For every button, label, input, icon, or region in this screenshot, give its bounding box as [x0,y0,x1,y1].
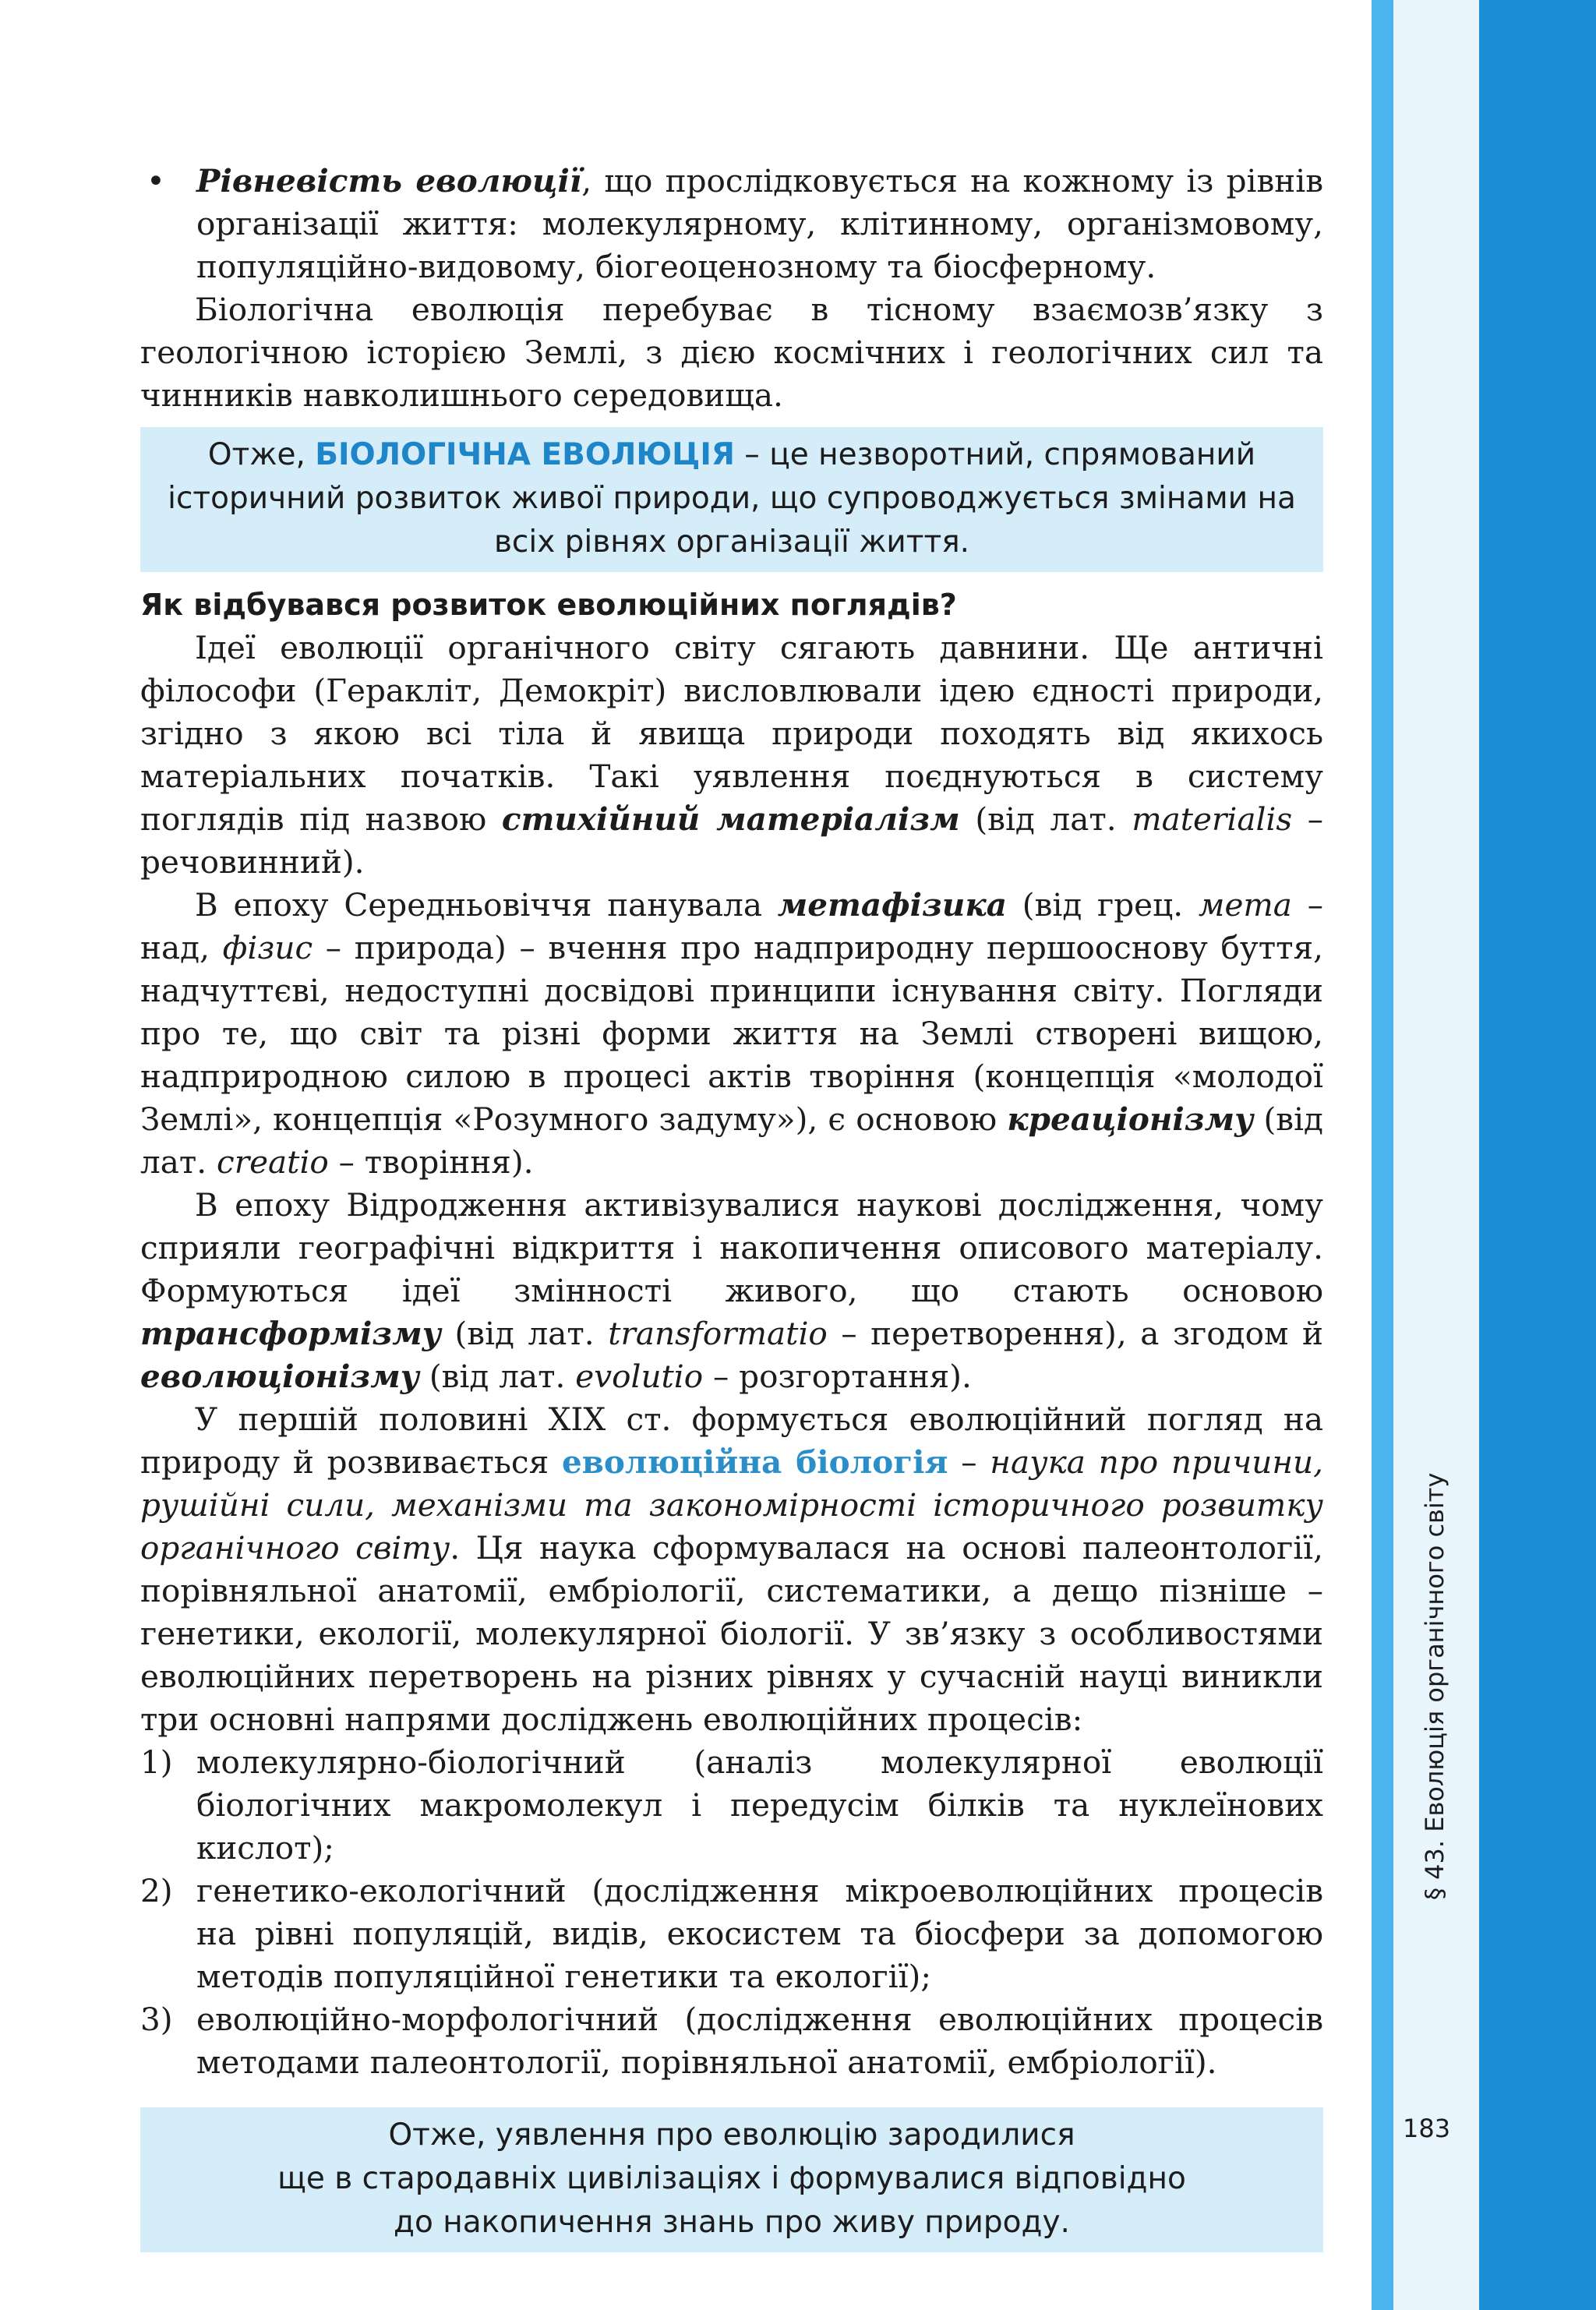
summary-rest: – це незворотний, спрямований історичний розвиток живої природи, що супроводжується змінами на всіх рівнях організації життя. [168,437,1296,560]
list-item-number: 1) [140,1743,173,1781]
bullet-term: Рівневість еволюції [196,162,582,200]
summary-lead: Отже, [207,437,316,472]
para2-text3: – речовинний). [140,800,1324,881]
bullet-item-evolution-levels [140,160,1323,288]
term-spontaneous-materialism: стихійний матеріалізм [501,800,960,838]
para5-text2: – [948,1443,990,1481]
summary2-line3: до накопичення знань про живу природу. [394,2205,1070,2240]
list-item [140,1870,1323,1998]
para3-text5: (від лат. [140,1100,1323,1181]
para4-text1: В епоху Відродження активізувалися наукові дослідження, чому сприяли географічні відкриття і накопичення описового матеріалу. Формуються ідеї змінності живого, що стають основою [140,1186,1323,1309]
para4-text5: – розгортання). [703,1358,972,1395]
para4-text4: (від лат. [419,1358,576,1395]
list-item [140,1741,1323,1870]
para5-text3: . Ця наука сформувалася на основі палеонтології, порівняльної анатомії, ембріології, систематики, а дещо пізніше – генетики, екології, молекулярної біології. У зв’язку з особливостями еволюційних перетворень на різних рівнях у сучасній науці виникли три основні напрями досліджень еволюційних процесів: [140,1529,1324,1738]
bullet-body: , що прослідковується на кожному із рівнів організації життя: молекулярному, клітинному, організмовому, популяційно-видовому, біогеоценозному та біосферному. [196,162,1323,285]
running-head: § 43. Еволюція органічного світу [1420,1472,1449,1900]
para2-text2: (від лат. [959,800,1132,838]
page-content [140,160,1323,2263]
paragraph-antiquity [140,627,1323,884]
bullet-text [196,160,1323,288]
summary-keyword: БІОЛОГІЧНА ЕВОЛЮЦІЯ [315,437,735,472]
para3-text4: – природа) – вчення про надприродну першооснову буття, надчуттєві, недоступні досвідові принципи існування світу. Погляди про те, що світ та різні форми життя на Землі створені вищою, надприродною силою в процесі актів творіння (концепція «молодої Землі», концепція «Розумного задуму»), є основою [140,929,1323,1138]
greek-meta: мета [1198,886,1292,924]
para4-text2: (від лат. [440,1315,609,1352]
para3-text2: (від грец. [1006,886,1199,924]
latin-evolutio: evolutio [575,1358,704,1395]
sidebar-band-light [1372,0,1393,2310]
term-metaphysics: метафізика [777,886,1007,924]
paragraph-renaissance [140,1184,1323,1398]
list-item [140,1998,1323,2084]
section-heading: Як відбувався розвиток еволюційних поглядів? [140,588,957,622]
sidebar-band-dark [1479,0,1596,2310]
list-item-number: 3) [140,2001,173,2038]
latin-transformatio: transformatio [608,1315,828,1352]
para3-text3: – над, [140,886,1324,966]
term-evolutionary-biology: еволюційна біологія [561,1443,948,1481]
latin-materialis: materialis [1132,800,1293,838]
definition-evolutionary-biology: наука про причини, рушійні сили, механізми та закономірності історичного розвитку органічного світу [140,1443,1323,1566]
term-creationism: креаціонізму [1007,1100,1254,1138]
summary-box-definition [140,427,1323,572]
para4-text3: – перетворення), а згодом й [827,1315,1323,1352]
page-number: 183 [1403,2114,1451,2143]
greek-physis: фізис [222,929,313,966]
para5-text1: У першій половині XIX ст. формується еволюційний погляд на природу й розвивається [140,1400,1323,1481]
list-item-number: 2) [140,1872,173,1909]
list-item-text: генетико-екологічний (дослідження мікроеволюційних процесів на рівні популяцій, видів, екосистем та біосфери за допомогою методів популяційної генетики та екології); [196,1872,1323,1995]
para3-text1: В епоху Середньовіччя панувала [195,886,778,924]
para3-text6: – творіння). [328,1143,534,1181]
para2-text1: Ідеї еволюції органічного світу сягають давнини. Ще античні філософи (Геракліт, Демокріт) висловлювали ідею єдності природи, згідно з якою всі тіла й явища природи походять від якихось матеріальних початків. Такі уявлення поєднуються в систему поглядів під назвою [140,629,1323,838]
summary2-line1: Отже, уявлення про еволюцію зародилися [388,2118,1075,2153]
summary-box-conclusion [140,2107,1323,2252]
sidebar-band-pale [1393,0,1479,2310]
list-item-text: молекулярно-біологічний (аналіз молекулярної еволюції біологічних макромолекул і передусім білків та нуклеїнових кислот); [196,1743,1323,1867]
list-item-text: еволюційно-морфологічний (дослідження еволюційних процесів методами палеонтології, порівняльної анатомії, ембріології). [196,2001,1323,2081]
summary2-line2: ще в стародавніх цивілізаціях і формувалися відповідно [277,2161,1186,2196]
term-evolutionism: еволюціонізму [140,1358,419,1395]
paragraph-geology: Біологічна еволюція перебуває в тісному взаємозв’язку з геологічною історією Землі, з дією космічних і геологічних сил та чинників навколишнього середовища. [140,291,1323,414]
bullet-mark: • [147,162,165,200]
paragraph-middle-ages [140,884,1323,1184]
latin-creatio: creatio [217,1143,329,1181]
research-directions-list [140,1741,1323,2084]
page-sidebar [1372,0,1596,2310]
paragraph-19th-century [140,1398,1323,1741]
term-transformism: трансформізму [140,1315,441,1352]
